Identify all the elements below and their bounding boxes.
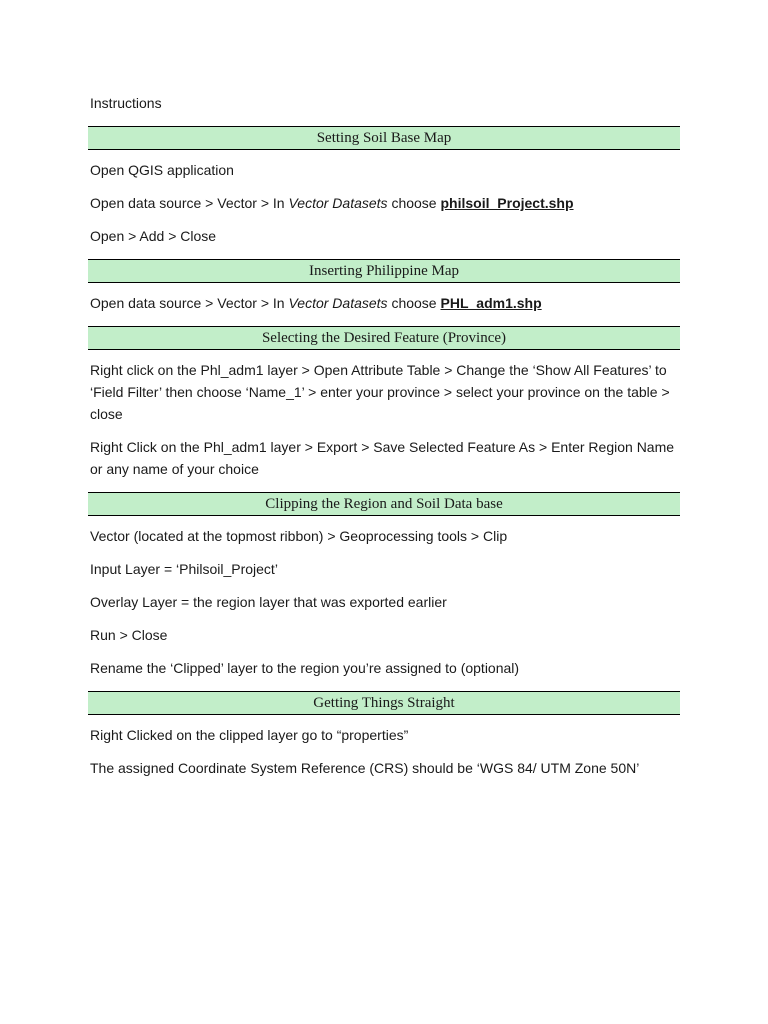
step-filename: PHL_adm1.shp bbox=[440, 295, 542, 311]
step-attribute-table-filter: Right click on the Phl_adm1 layer > Open Attribute Table > Change the ‘Show All Features’ to ‘Field Filter’ then choose ‘Name_1’ > enter your province > select your province on the table > close bbox=[90, 362, 670, 422]
step-rename-clipped-layer: Rename the ‘Clipped’ layer to the region you’re assigned to (optional) bbox=[90, 660, 520, 676]
step-run-close: Run > Close bbox=[90, 627, 168, 643]
document-content bbox=[88, 93, 680, 790]
section-header-inserting-philippine-map: Inserting Philippine Map bbox=[88, 259, 680, 283]
step-text: choose bbox=[387, 295, 441, 311]
step-open-phl-adm1-source bbox=[90, 292, 680, 314]
step-input-layer: Input Layer = ‘Philsoil_Project’ bbox=[90, 561, 278, 577]
step-assigned-crs: The assigned Coordinate System Reference (CRS) should be ‘WGS 84/ UTM Zone 50N’ bbox=[90, 760, 640, 776]
step-open-add-close: Open > Add > Close bbox=[90, 228, 217, 244]
step-export-selected-feature: Right Click on the Phl_adm1 layer > Export > Save Selected Feature As > Enter Region Name or any name of your choice bbox=[90, 439, 675, 477]
step-italic-text: Vector Datasets bbox=[288, 195, 388, 211]
section-header-selecting-desired-feature: Selecting the Desired Feature (Province) bbox=[88, 326, 680, 350]
section-header-getting-things-straight: Getting Things Straight bbox=[88, 691, 680, 715]
step-italic-text: Vector Datasets bbox=[288, 295, 388, 311]
step-text: Open data source > Vector > In bbox=[90, 195, 289, 211]
step-geoprocessing-clip: Vector (located at the topmost ribbon) > Geoprocessing tools > Clip bbox=[90, 528, 508, 544]
section-header-clipping-region: Clipping the Region and Soil Data base bbox=[88, 492, 680, 516]
step-open-philsoil-source bbox=[90, 192, 680, 214]
step-layer-properties: Right Clicked on the clipped layer go to “properties” bbox=[90, 727, 409, 743]
step-open-qgis: Open QGIS application bbox=[90, 162, 234, 178]
step-text: Open data source > Vector > In bbox=[90, 295, 289, 311]
document-title: Instructions bbox=[90, 95, 162, 111]
step-filename: philsoil_Project.shp bbox=[440, 195, 574, 211]
step-overlay-layer: Overlay Layer = the region layer that was exported earlier bbox=[90, 594, 447, 610]
step-text: choose bbox=[387, 195, 441, 211]
section-header-setting-soil-base-map: Setting Soil Base Map bbox=[88, 126, 680, 150]
